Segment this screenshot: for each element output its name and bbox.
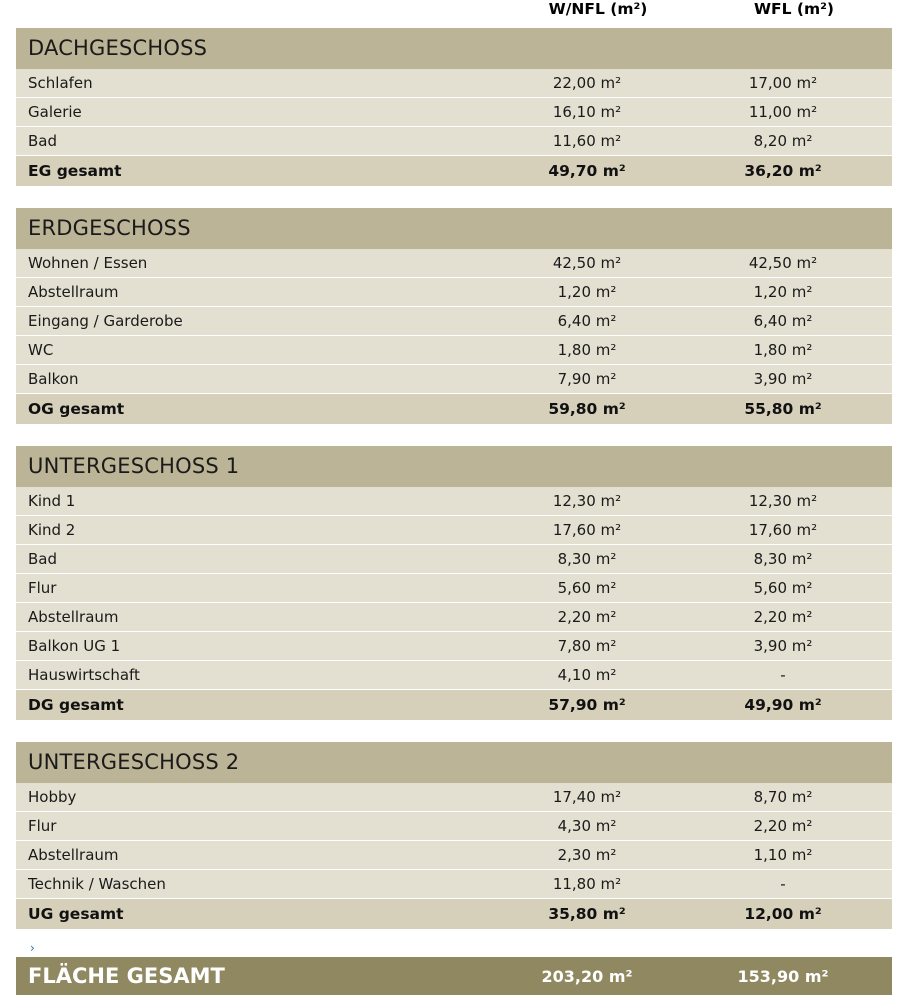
room-name: Balkon xyxy=(16,365,500,394)
room-wnfl: 12,30 m² xyxy=(500,487,696,516)
room-wnfl: 22,00 m² xyxy=(500,69,696,98)
room-wfl: 17,00 m² xyxy=(696,69,892,98)
room-wnfl: 4,30 m² xyxy=(500,812,696,841)
room-wfl: - xyxy=(696,870,892,899)
table-row xyxy=(16,574,892,603)
room-name: Galerie xyxy=(16,98,500,127)
total-wfl: 55,80 m² xyxy=(696,394,892,425)
table-row xyxy=(16,487,892,516)
table-row xyxy=(16,516,892,545)
room-wnfl: 4,10 m² xyxy=(500,661,696,690)
room-name: Balkon UG 1 xyxy=(16,632,500,661)
room-wnfl: 2,20 m² xyxy=(500,603,696,632)
room-name: Hobby xyxy=(16,783,500,812)
grand-total-row xyxy=(16,957,892,995)
section-title-row xyxy=(16,208,892,249)
area-summary-table xyxy=(16,0,892,939)
room-wnfl: 5,60 m² xyxy=(500,574,696,603)
room-name: Abstellraum xyxy=(16,841,500,870)
grand-total-table xyxy=(16,957,892,995)
header-wfl-col: WFL (m²) xyxy=(696,0,892,28)
table-row xyxy=(16,870,892,899)
room-wfl: 1,20 m² xyxy=(696,278,892,307)
room-wfl: 8,30 m² xyxy=(696,545,892,574)
table-row xyxy=(16,69,892,98)
room-wfl: 1,80 m² xyxy=(696,336,892,365)
table-row xyxy=(16,841,892,870)
table-row xyxy=(16,278,892,307)
room-wnfl: 17,40 m² xyxy=(500,783,696,812)
room-wfl: 8,20 m² xyxy=(696,127,892,156)
grand-total-wnfl: 203,20 m² xyxy=(500,957,696,995)
grand-total-wfl: 153,90 m² xyxy=(696,957,892,995)
total-wfl: 12,00 m² xyxy=(696,899,892,930)
room-wnfl: 1,80 m² xyxy=(500,336,696,365)
room-name: Bad xyxy=(16,545,500,574)
header-wnfl-col: W/NFL (m²) xyxy=(500,0,696,28)
room-name: Flur xyxy=(16,812,500,841)
table-row xyxy=(16,336,892,365)
room-wnfl: 17,60 m² xyxy=(500,516,696,545)
table-header-row xyxy=(16,0,892,28)
room-wnfl: 1,20 m² xyxy=(500,278,696,307)
table-row xyxy=(16,603,892,632)
table-row xyxy=(16,307,892,336)
room-wfl: 8,70 m² xyxy=(696,783,892,812)
total-wfl: 49,90 m² xyxy=(696,690,892,721)
table-row xyxy=(16,98,892,127)
table-row xyxy=(16,632,892,661)
room-wfl: 6,40 m² xyxy=(696,307,892,336)
section-title-row xyxy=(16,28,892,69)
table-row xyxy=(16,783,892,812)
total-label: UG gesamt xyxy=(16,899,500,930)
section-spacer xyxy=(16,424,892,446)
room-name: Schlafen xyxy=(16,69,500,98)
room-wfl: 11,00 m² xyxy=(696,98,892,127)
section-title-row xyxy=(16,446,892,487)
table-row xyxy=(16,661,892,690)
section-title: UNTERGESCHOSS 1 xyxy=(16,446,892,487)
room-name: Wohnen / Essen xyxy=(16,249,500,278)
room-wfl: - xyxy=(696,661,892,690)
room-name: Hauswirtschaft xyxy=(16,661,500,690)
room-name: Abstellraum xyxy=(16,278,500,307)
total-wnfl: 59,80 m² xyxy=(500,394,696,425)
grand-total-spacer xyxy=(16,929,892,939)
room-wfl: 5,60 m² xyxy=(696,574,892,603)
room-wfl: 12,30 m² xyxy=(696,487,892,516)
section-title: UNTERGESCHOSS 2 xyxy=(16,742,892,783)
room-wnfl: 42,50 m² xyxy=(500,249,696,278)
grand-total-label: FLÄCHE GESAMT xyxy=(16,957,500,995)
section-spacer xyxy=(16,720,892,742)
room-wnfl: 11,60 m² xyxy=(500,127,696,156)
room-name: Bad xyxy=(16,127,500,156)
room-wfl: 2,20 m² xyxy=(696,603,892,632)
total-wfl: 36,20 m² xyxy=(696,156,892,187)
table-row xyxy=(16,127,892,156)
room-wnfl: 16,10 m² xyxy=(500,98,696,127)
room-wnfl: 2,30 m² xyxy=(500,841,696,870)
room-wfl: 17,60 m² xyxy=(696,516,892,545)
total-label: OG gesamt xyxy=(16,394,500,425)
header-name-col xyxy=(16,0,500,28)
room-wnfl: 6,40 m² xyxy=(500,307,696,336)
table-row xyxy=(16,249,892,278)
room-wfl: 3,90 m² xyxy=(696,365,892,394)
table-row xyxy=(16,812,892,841)
chevron-right-icon: › xyxy=(30,941,35,955)
table-row xyxy=(16,545,892,574)
section-total-row xyxy=(16,156,892,187)
room-wnfl: 8,30 m² xyxy=(500,545,696,574)
section-total-row xyxy=(16,899,892,930)
room-wfl: 3,90 m² xyxy=(696,632,892,661)
room-name: Kind 2 xyxy=(16,516,500,545)
room-name: Technik / Waschen xyxy=(16,870,500,899)
section-title: ERDGESCHOSS xyxy=(16,208,892,249)
room-wfl: 2,20 m² xyxy=(696,812,892,841)
section-spacer xyxy=(16,186,892,208)
total-wnfl: 35,80 m² xyxy=(500,899,696,930)
section-total-row xyxy=(16,394,892,425)
table-row xyxy=(16,365,892,394)
section-total-row xyxy=(16,690,892,721)
room-name: Kind 1 xyxy=(16,487,500,516)
section-title-row xyxy=(16,742,892,783)
room-wnfl: 11,80 m² xyxy=(500,870,696,899)
room-wfl: 1,10 m² xyxy=(696,841,892,870)
section-title: DACHGESCHOSS xyxy=(16,28,892,69)
total-label: DG gesamt xyxy=(16,690,500,721)
room-wnfl: 7,80 m² xyxy=(500,632,696,661)
room-name: Flur xyxy=(16,574,500,603)
room-name: Eingang / Garderobe xyxy=(16,307,500,336)
room-wfl: 42,50 m² xyxy=(696,249,892,278)
room-name: WC xyxy=(16,336,500,365)
total-wnfl: 57,90 m² xyxy=(500,690,696,721)
room-wnfl: 7,90 m² xyxy=(500,365,696,394)
total-label: EG gesamt xyxy=(16,156,500,187)
expand-marker[interactable] xyxy=(16,939,892,957)
room-name: Abstellraum xyxy=(16,603,500,632)
total-wnfl: 49,70 m² xyxy=(500,156,696,187)
